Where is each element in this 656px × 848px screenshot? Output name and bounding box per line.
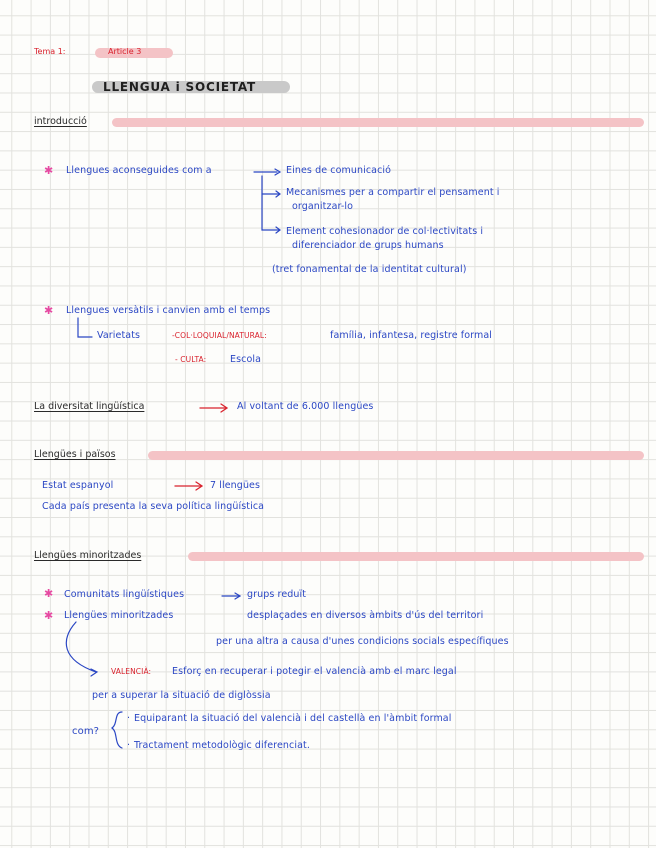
intro-heading: introducció bbox=[34, 116, 87, 127]
valencia-label: VALENCIÀ: bbox=[111, 667, 152, 676]
star-bullet-icon: ✱ bbox=[44, 304, 54, 317]
branch-mecanismes: Mecanismes per a compartir el pensament i bbox=[286, 187, 500, 198]
culta-text: Escola bbox=[230, 354, 262, 365]
tema-label: Tema 1: bbox=[34, 47, 66, 56]
branch-mecanismes-cont: organitzar-lo bbox=[292, 201, 354, 212]
paisos-line2: Cada país presenta la seva política lingüística bbox=[42, 501, 265, 512]
branch-eines: Eines de comunicació bbox=[286, 165, 392, 176]
paisos-heading: Llengües i països bbox=[34, 449, 116, 460]
branch-element: Element cohesionador de col·lectivitats i bbox=[286, 226, 484, 237]
star-bullet-icon: ✱ bbox=[44, 587, 54, 600]
paisos-highlight bbox=[148, 451, 644, 460]
min-b2a: Llengües minoritzades bbox=[64, 610, 174, 621]
com-bullet-dot: · bbox=[127, 740, 131, 751]
minoritzades-heading: Llengües minoritzades bbox=[34, 550, 142, 561]
min-b1b: grups reduït bbox=[247, 589, 307, 600]
culta-label: - CULTA: bbox=[175, 355, 207, 364]
valencia-text: Esforç en recuperar i potegir el valencià amb el marc legal bbox=[172, 666, 457, 677]
star-bullet-icon: ✱ bbox=[44, 609, 54, 622]
minoritzades-highlight bbox=[188, 552, 644, 561]
intro-bullet1-lead: Llengues aconseguides com a bbox=[66, 165, 212, 176]
varietats-label: Varietats bbox=[97, 330, 141, 341]
com-item-2: Tractament metodològic diferenciat. bbox=[134, 740, 310, 751]
star-bullet-icon: ✱ bbox=[44, 164, 54, 177]
article-label: Article 3 bbox=[108, 47, 142, 56]
valencia-text2: per a superar la situació de diglòssia bbox=[92, 690, 271, 701]
min-b2c: per una altra a causa d'unes condicions socials específiques bbox=[216, 636, 509, 647]
com-bullet-dot: · bbox=[127, 713, 131, 724]
min-b2b: desplaçades en diversos àmbits d'ús del territori bbox=[247, 610, 484, 621]
paisos-line1b: 7 llengües bbox=[210, 480, 261, 491]
intro-bullet2-lead: Llengues versàtils i canvien amb el temps bbox=[66, 305, 271, 316]
colloquial-label: -COL·LOQUIAL/NATURAL: bbox=[172, 331, 267, 340]
com-label: com? bbox=[72, 726, 100, 737]
diversitat-text: Al voltant de 6.000 llengües bbox=[237, 401, 374, 412]
com-item-1: Equiparant la situació del valencià i del castellà en l'àmbit formal bbox=[134, 713, 452, 724]
intro-highlight bbox=[112, 118, 644, 127]
min-b1a: Comunitats lingüístiques bbox=[64, 589, 185, 600]
branch-element-note: (tret fonamental de la identitat cultural) bbox=[272, 264, 467, 275]
colloquial-text: família, infantesa, registre formal bbox=[330, 330, 492, 341]
branch-element-cont: diferenciador de grups humans bbox=[292, 240, 444, 251]
paisos-line1a: Estat espanyol bbox=[42, 480, 114, 491]
page-title: LLENGUA i SOCIETAT bbox=[103, 80, 257, 94]
diversitat-heading: La diversitat lingüística bbox=[34, 401, 145, 412]
